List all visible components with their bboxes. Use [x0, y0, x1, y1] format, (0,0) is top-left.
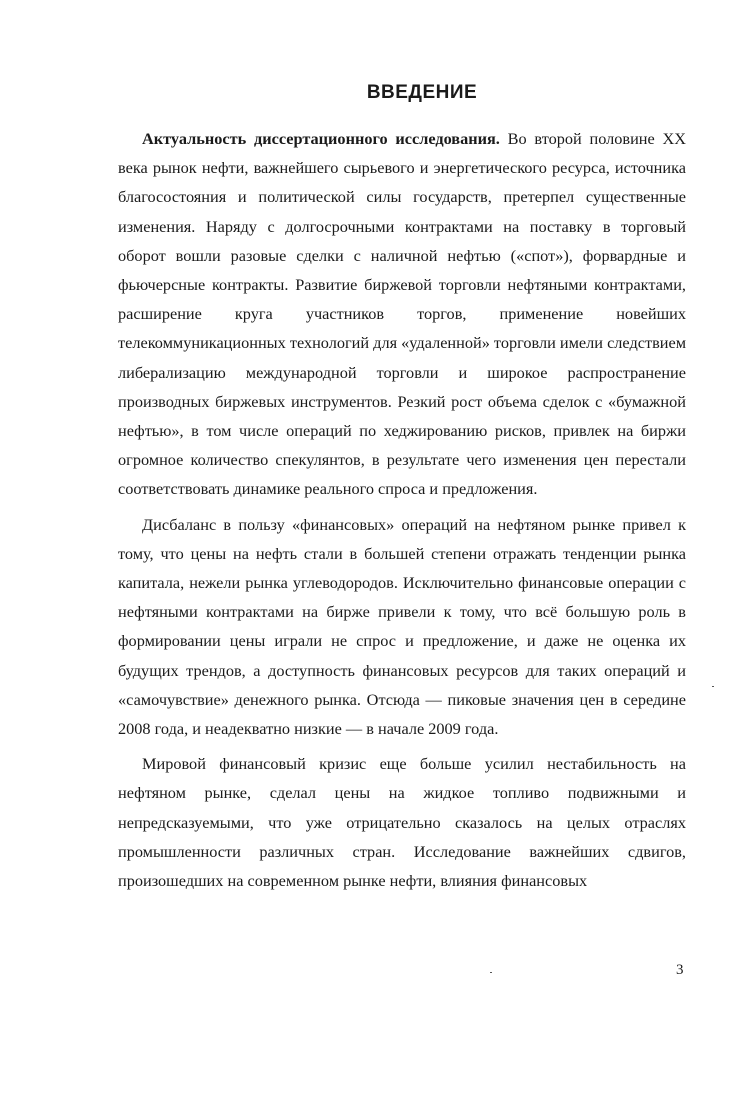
paragraph-2: Дисбаланс в пользу «финансовых» операций на нефтяном рынке привел к тому, что цены на нефть стали в большей степени отражать тенденции рынка капитала, нежели рынка углеводородов. Исключительно финансовые операции с нефтяными контрактами на бирже привели к тому, что всё большую роль в формировании цены играли не спрос и предложение, и даже не оценка их будущих трендов, а доступность финансовых ресурсов для таких операций и «самочувствие» денежного рынка. Отсюда — пиковые значения цен в середине 2008 года, и неадекватно низкие — в начале 2009 года.	[118, 514, 686, 739]
paragraph-3: Мировой финансовый кризис еще больше усилил нестабильность на нефтяном рынке, сделал цены на жидкое топливо подвижными и непредсказуемыми, что уже отрицательно сказалось на целых отраслях промышленности различных стран. Исследование важнейших сдвигов, произошедших на современном рынке нефти, влияния финансовых	[118, 754, 686, 891]
scan-artifact	[712, 686, 714, 687]
paragraph-1	[118, 124, 686, 504]
paragraph-lead: Актуальность диссертационного исследования.	[142, 129, 500, 148]
page-number: 3	[676, 962, 684, 978]
paragraph-1-text: Во второй половине XX века рынок нефти, важнейшего сырьевого и энергетического ресурса, источника благосостояния и политической силы государств, претерпел существенные изменения. Наряду с долгосрочными контрактами на поставку в торговый оборот вошли разовые сделки с наличной нефтью («спот»), форвардные и фьючерсные контракты. Развитие биржевой торговли нефтяными контрактами, расширение круга участников торгов, применение новейших телекоммуникационных технологий для «удаленной» торговли имели следствием либерализацию международной торговли и широкое распространение производных биржевых инструментов. Резкий рост объема сделок с «бумажной нефтью», в том числе операций по хеджированию рисков, привлек на биржи огромное количество спекулянтов, в результате чего изменения цен перестали соответствовать динамике реального спроса и предложения.	[118, 129, 687, 499]
scan-artifact	[490, 972, 492, 973]
document-page	[118, 82, 686, 895]
page-title: ВВЕДЕНИЕ	[366, 82, 478, 103]
